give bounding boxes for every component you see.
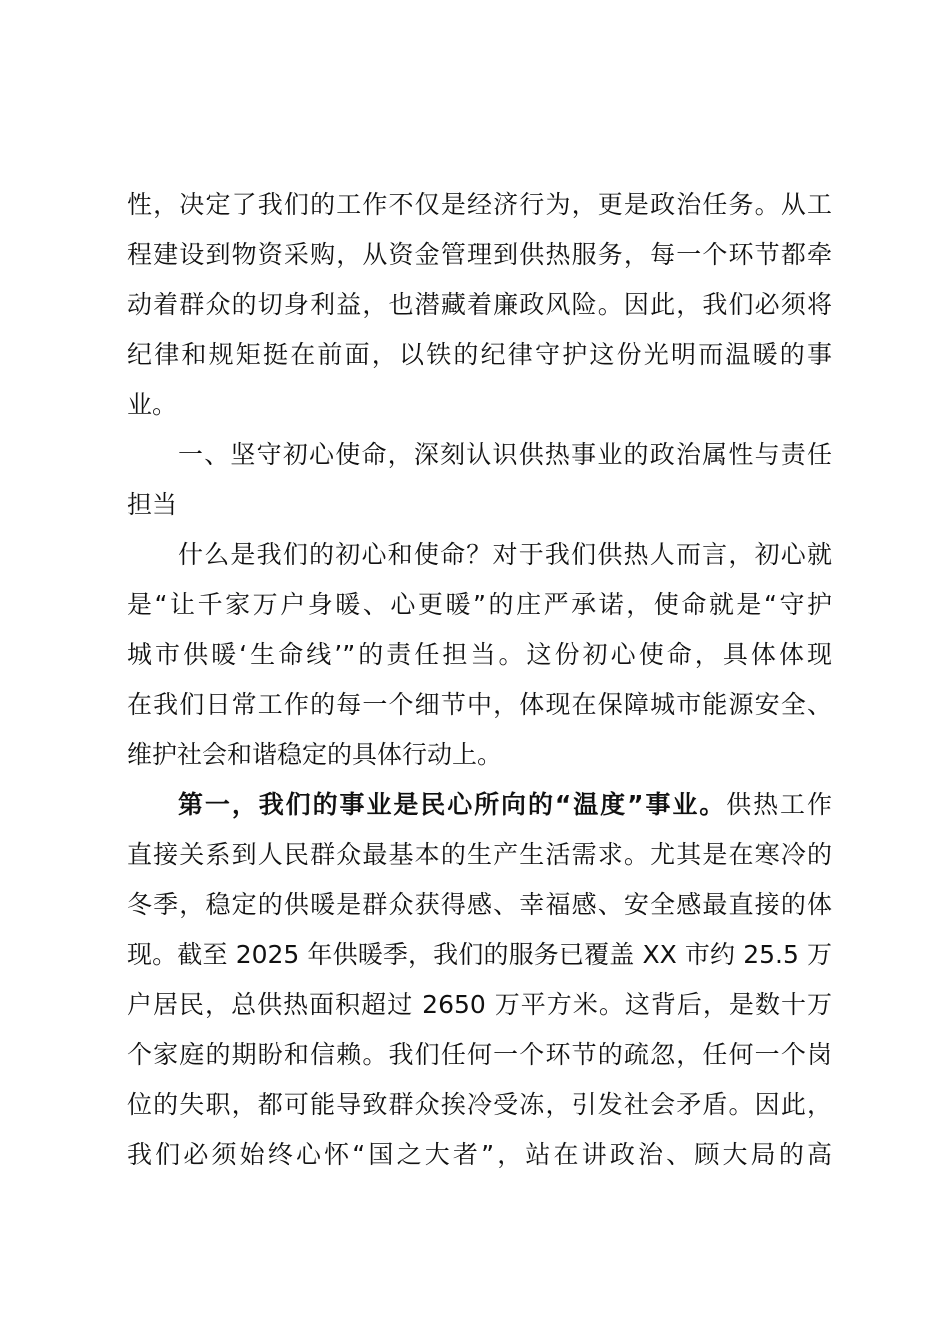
text-line: 我们必须始终心怀“国之大者”，站在讲政治、顾大局的高 — [127, 1140, 832, 1169]
paragraph-first-point — [127, 780, 832, 1180]
text-line: 担当 — [127, 490, 178, 519]
paragraph-continuation — [127, 180, 832, 430]
text-line: 一、坚守初心使命，深刻认识供热事业的政治属性与责任 — [178, 440, 832, 469]
text-line: 动着群众的切身利益，也潜藏着廉政风险。因此，我们必须将 — [127, 290, 832, 319]
text-line: 什么是我们的初心和使命？对于我们供热人而言，初心就 — [178, 540, 832, 569]
paragraph-mission — [127, 530, 832, 780]
text-line: 个家庭的期盼和信赖。我们任何一个环节的疏忽，任何一个岗 — [127, 1040, 832, 1069]
text-line: 性，决定了我们的工作不仅是经济行为，更是政治任务。从工 — [127, 190, 832, 219]
text-line: 程建设到物资采购，从资金管理到供热服务，每一个环节都牵 — [127, 240, 832, 269]
section-heading — [127, 430, 832, 530]
text-line: 纪律和规矩挺在前面，以铁的纪律守护这份光明而温暖的事 — [127, 340, 832, 369]
text-line: 现。截至 2025 年供暖季，我们的服务已覆盖 XX 市约 25.5 万 — [127, 940, 832, 969]
text-line: 是“让千家万户身暖、心更暖”的庄严承诺，使命就是“守护 — [127, 590, 832, 619]
text-line: 城市供暖‘生命线’”的责任担当。这份初心使命，具体体现 — [127, 640, 832, 669]
text-line: 位的失职，都可能导致群众挨冷受冻，引发社会矛盾。因此， — [127, 1090, 832, 1119]
text-line: 直接关系到人民群众最基本的生产生活需求。尤其是在寒冷的 — [127, 840, 832, 869]
text-line: 户居民，总供热面积超过 2650 万平方米。这背后，是数十万 — [127, 990, 832, 1019]
document-page — [127, 180, 832, 1180]
bold-lead: 第一，我们的事业是民心所向的“温度”事业。 — [178, 790, 727, 819]
text-line: 冬季，稳定的供暖是群众获得感、幸福感、安全感最直接的体 — [127, 890, 832, 919]
text-line: 维护社会和谐稳定的具体行动上。 — [127, 740, 503, 769]
text-line: 业。 — [127, 390, 178, 419]
text-line: 在我们日常工作的每一个细节中，体现在保障城市能源安全、 — [127, 690, 832, 719]
text-line — [127, 780, 832, 830]
text-run: 供热工作 — [726, 790, 832, 819]
